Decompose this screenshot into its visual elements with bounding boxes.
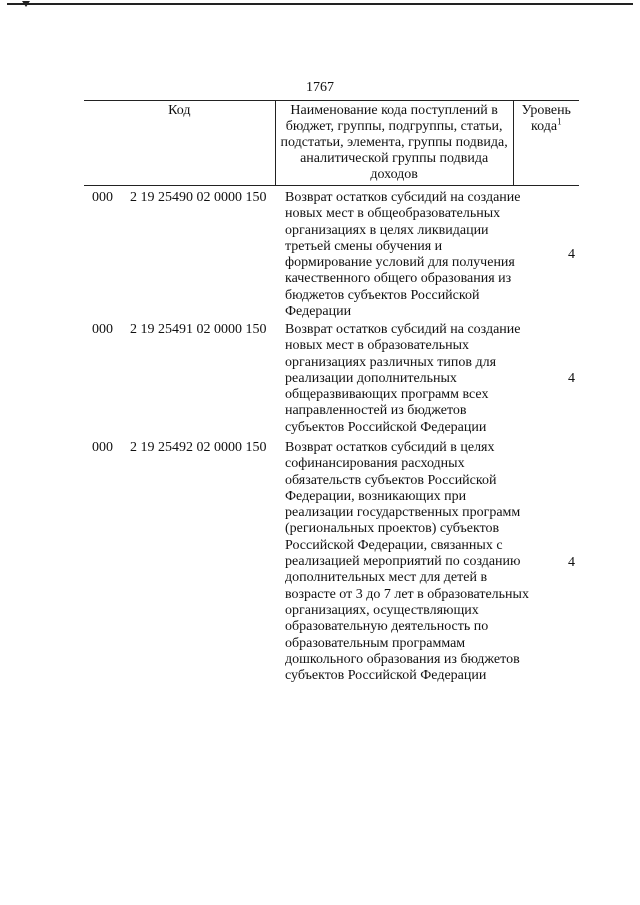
row-name: Возврат остатков субсидий на создание новых мест в образовательных организациях различных типов для реализации дополнительных общеразвивающих программ всех направленностей из бюджетов субъектов Российской Федерации bbox=[285, 322, 521, 435]
row-level: 4 bbox=[568, 371, 575, 386]
row-name: Возврат остатков субсидий на создание новых мест в общеобразовательных организациях в целях ликвидации третьей смены обучения и формирование условий для получения качественного общего образования из бюджетов субъектов Российской Федерации bbox=[285, 190, 521, 320]
table-header bbox=[84, 100, 579, 186]
row-name: Возврат остатков субсидий в целях софинансирования расходных обязательств субъектов Российской Федерации, возникающих при реализации государственных программ (региональных проектов) субъектов Российской Федерации, связанных с реализацией мероприятий по созданию дополнительных мест для детей в возрасте от 3 до 7 лет в образовательных организациях, осуществляющих образовательную деятельность по образовательным программам дошкольного образования из бюджетов субъектов Российской Федерации bbox=[285, 440, 529, 684]
row-level: 4 bbox=[568, 247, 575, 262]
header-code-label: Код bbox=[168, 103, 191, 118]
scan-top-border bbox=[7, 3, 633, 5]
row-admin-code: 000 bbox=[92, 190, 113, 205]
scan-corner-mark bbox=[22, 1, 30, 7]
header-code-cell bbox=[84, 101, 275, 186]
row-admin-code: 000 bbox=[92, 440, 113, 455]
header-name-label: Наименование кода поступлений в бюджет, группы, подгруппы, статьи, подстатьи, элемента, группы подвида, аналитической группы подвида доходов bbox=[280, 103, 508, 182]
header-name-cell bbox=[275, 101, 513, 186]
header-level-footnote: 1 bbox=[557, 116, 562, 127]
header-level-label: Уровень кода bbox=[521, 103, 571, 134]
row-budget-code: 2 19 25491 02 0000 150 bbox=[130, 322, 267, 337]
page-number: 1767 bbox=[306, 80, 334, 95]
row-level: 4 bbox=[568, 555, 575, 570]
row-admin-code: 000 bbox=[92, 322, 113, 337]
header-level-cell bbox=[513, 101, 579, 186]
row-budget-code: 2 19 25492 02 0000 150 bbox=[130, 440, 267, 455]
row-budget-code: 2 19 25490 02 0000 150 bbox=[130, 190, 267, 205]
